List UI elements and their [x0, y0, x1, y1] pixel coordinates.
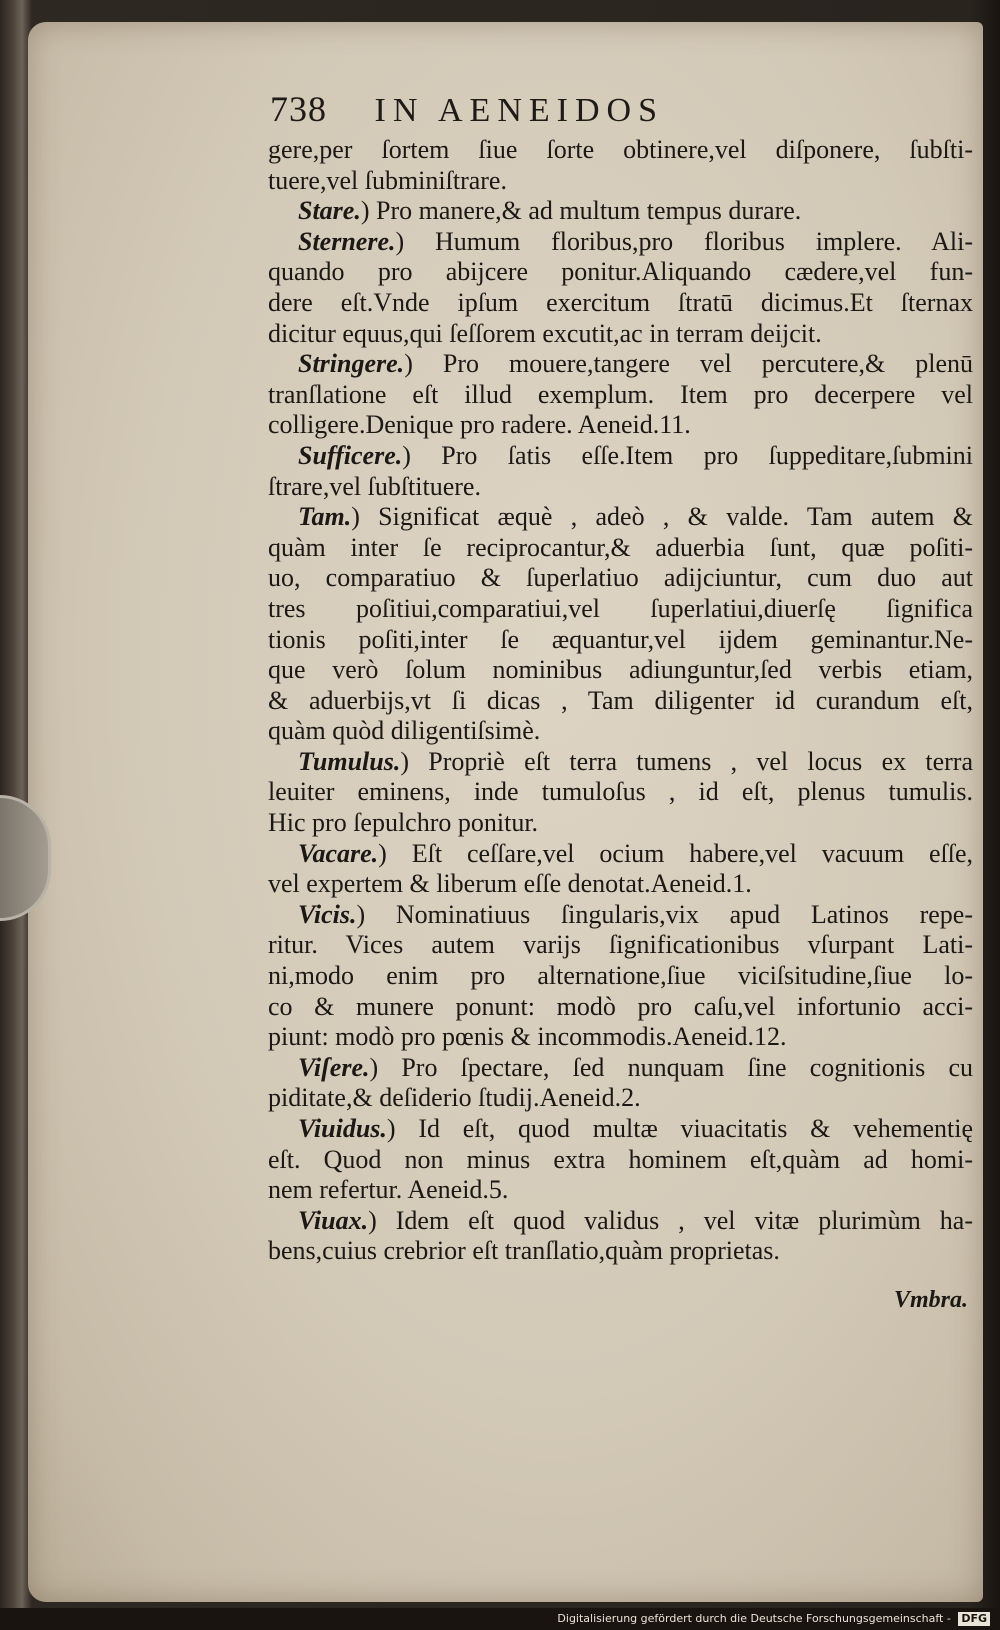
- line-text: ) Pro ſatis eſſe.Item pro ſuppeditare,ſubmini: [402, 440, 973, 470]
- line-text: vel expertem & liberum eſſe denotat.Aeneid.1.: [268, 869, 752, 899]
- text-line: [268, 319, 973, 350]
- text-line: [268, 900, 973, 931]
- text-line: [268, 135, 973, 166]
- text-line: [268, 1114, 973, 1145]
- entry-term: Tam.: [298, 502, 352, 532]
- line-text: dere eſt.Vnde ipſum exercitum ſtratū dicimus.Et ſternax: [268, 287, 973, 317]
- text-line: [268, 625, 973, 656]
- text-line: [268, 930, 973, 961]
- line-text: piunt: modò pro pœnis & incommodis.Aeneid.12.: [268, 1022, 787, 1052]
- line-text: uo, comparatiuo & ſuperlatiuo adijciuntur, cum duo aut: [268, 563, 973, 593]
- text-line: [268, 1053, 973, 1084]
- text-line: [268, 655, 973, 686]
- line-text: & aduerbijs,vt ſi dicas , Tam diligenter id curandum eſt,: [268, 685, 973, 715]
- text-line: [268, 869, 973, 900]
- text-line: [268, 747, 973, 778]
- line-text: ſtrare,vel ſubſtituere.: [268, 471, 481, 501]
- text-line: [268, 594, 973, 625]
- text-line: [268, 808, 973, 839]
- line-text: gere,per ſortem ſiue ſorte obtinere,vel diſponere, ſubſti-: [268, 135, 973, 164]
- text-line: [268, 563, 973, 594]
- line-text: piditate,& deſiderio ſtudij.Aeneid.2.: [268, 1083, 641, 1113]
- line-text: ) Significat æquè , adeò , & valde. Tam autem &: [351, 502, 973, 532]
- text-line: [268, 1022, 973, 1053]
- line-text: eſt. Quod non minus extra hominem eſt,quàm ad homi-: [268, 1144, 973, 1174]
- text-line: [268, 410, 973, 441]
- text-line: [268, 1236, 973, 1267]
- text-line: [268, 196, 973, 227]
- line-text: dicitur equus,qui ſeſſorem excutit,ac in terram deijcit.: [268, 318, 822, 348]
- line-text: tres poſitiui,comparatiui,vel ſuperlatiui,diuerſę ſignifica: [268, 593, 973, 623]
- text-line: [268, 961, 973, 992]
- text-line: [268, 1175, 973, 1206]
- line-text: ) Pro mouere,tangere vel percutere,& plenū: [404, 349, 973, 379]
- line-text: ) Pro ſpectare, ſed nunquam ſine cognitionis cu: [369, 1052, 973, 1082]
- text-line: [268, 716, 973, 747]
- text-line: [268, 992, 973, 1023]
- text-line: [268, 441, 973, 472]
- line-text: nem refertur. Aeneid.5.: [268, 1175, 509, 1205]
- text-line: [268, 380, 973, 411]
- entry-term: Viuax.: [298, 1205, 369, 1235]
- dfg-logo: DFG: [958, 1612, 990, 1626]
- entry-term: Viſere.: [298, 1052, 370, 1082]
- line-text: ) Eſt ceſſare,vel ocium habere,vel vacuum eſſe,: [378, 838, 973, 868]
- text-line: [268, 1145, 973, 1176]
- text-line: [268, 472, 973, 503]
- page-number: 738: [270, 89, 327, 129]
- line-text: ) Pro manere,& ad multum tempus durare.: [360, 196, 802, 226]
- line-text: ) Propriè eſt terra tumens , vel locus ex terra: [400, 746, 973, 776]
- text-line: [268, 1206, 973, 1237]
- running-header: [270, 88, 664, 130]
- line-text: colligere.Denique pro radere. Aeneid.11.: [268, 410, 691, 440]
- line-text: que verò ſolum nominibus adiunguntur,ſed verbis etiam,: [268, 655, 973, 685]
- entry-term: Vicis.: [298, 899, 357, 929]
- line-text: ) Humum floribus,pro floribus implere. Ali-: [395, 226, 973, 256]
- entry-term: Sternere.: [298, 226, 396, 256]
- digitization-footer: [0, 1608, 1000, 1630]
- catchword: Vmbra.: [893, 1287, 968, 1313]
- line-text: ) Id eſt, quod multæ viuacitatis & vehementię: [386, 1114, 973, 1143]
- line-text: Hic pro ſepulchro ponitur.: [268, 808, 539, 838]
- line-text: ni,modo enim pro alternatione,ſiue viciſsitudine,ſiue lo-: [268, 961, 973, 991]
- footer-credit: Digitalisierung gefördert durch die Deutsche Forschungsgemeinschaft -: [557, 1612, 951, 1625]
- text-line: [268, 777, 973, 808]
- line-text: tuere,vel ſubminiſtrare.: [268, 165, 507, 195]
- text-line: [268, 166, 973, 197]
- line-text: ) Idem eſt quod validus , vel vitæ plurimùm ha-: [368, 1205, 973, 1235]
- text-line: [268, 502, 973, 533]
- line-text: ) Nominatiuus ſingularis,vix apud Latinos repe-: [356, 899, 973, 929]
- entry-term: Stare.: [298, 196, 361, 226]
- line-text: quàm quòd diligentiſsimè.: [268, 716, 541, 746]
- text-line: [268, 349, 973, 380]
- text-line: [268, 686, 973, 717]
- text-line: [268, 257, 973, 288]
- line-text: ritur. Vices autem varijs ſignificationibus vſurpant Lati-: [268, 930, 973, 960]
- page-body: [268, 135, 973, 1267]
- entry-term: Sufficere.: [298, 440, 403, 470]
- text-line: [268, 227, 973, 258]
- entry-term: Tumulus.: [298, 746, 401, 776]
- line-text: quando pro abijcere ponitur.Aliquando cædere,vel fun-: [268, 257, 973, 287]
- line-text: bens,cuius crebrior eſt tranſlatio,quàm proprietas.: [268, 1236, 780, 1266]
- text-line: [268, 1083, 973, 1114]
- entry-term: Stringere.: [298, 349, 405, 379]
- entry-term: Viuidus.: [298, 1114, 387, 1143]
- running-title: IN AENEIDOS: [374, 92, 664, 129]
- line-text: quàm inter ſe reciprocantur,& aduerbia ſunt, quæ poſiti-: [268, 532, 973, 562]
- text-line: [268, 533, 973, 564]
- line-text: tionis poſiti,inter ſe æquantur,vel ijdem geminantur.Ne-: [268, 624, 973, 654]
- line-text: co & munere ponunt: modò pro caſu,vel infortunio acci-: [268, 991, 973, 1021]
- line-text: tranſlatione eſt illud exemplum. Item pro decerpere vel: [268, 379, 973, 409]
- entry-term: Vacare.: [298, 838, 379, 868]
- text-line: [268, 839, 973, 870]
- text-line: [268, 288, 973, 319]
- line-text: leuiter eminens, inde tumuloſus , id eſt, plenus tumulis.: [268, 777, 973, 807]
